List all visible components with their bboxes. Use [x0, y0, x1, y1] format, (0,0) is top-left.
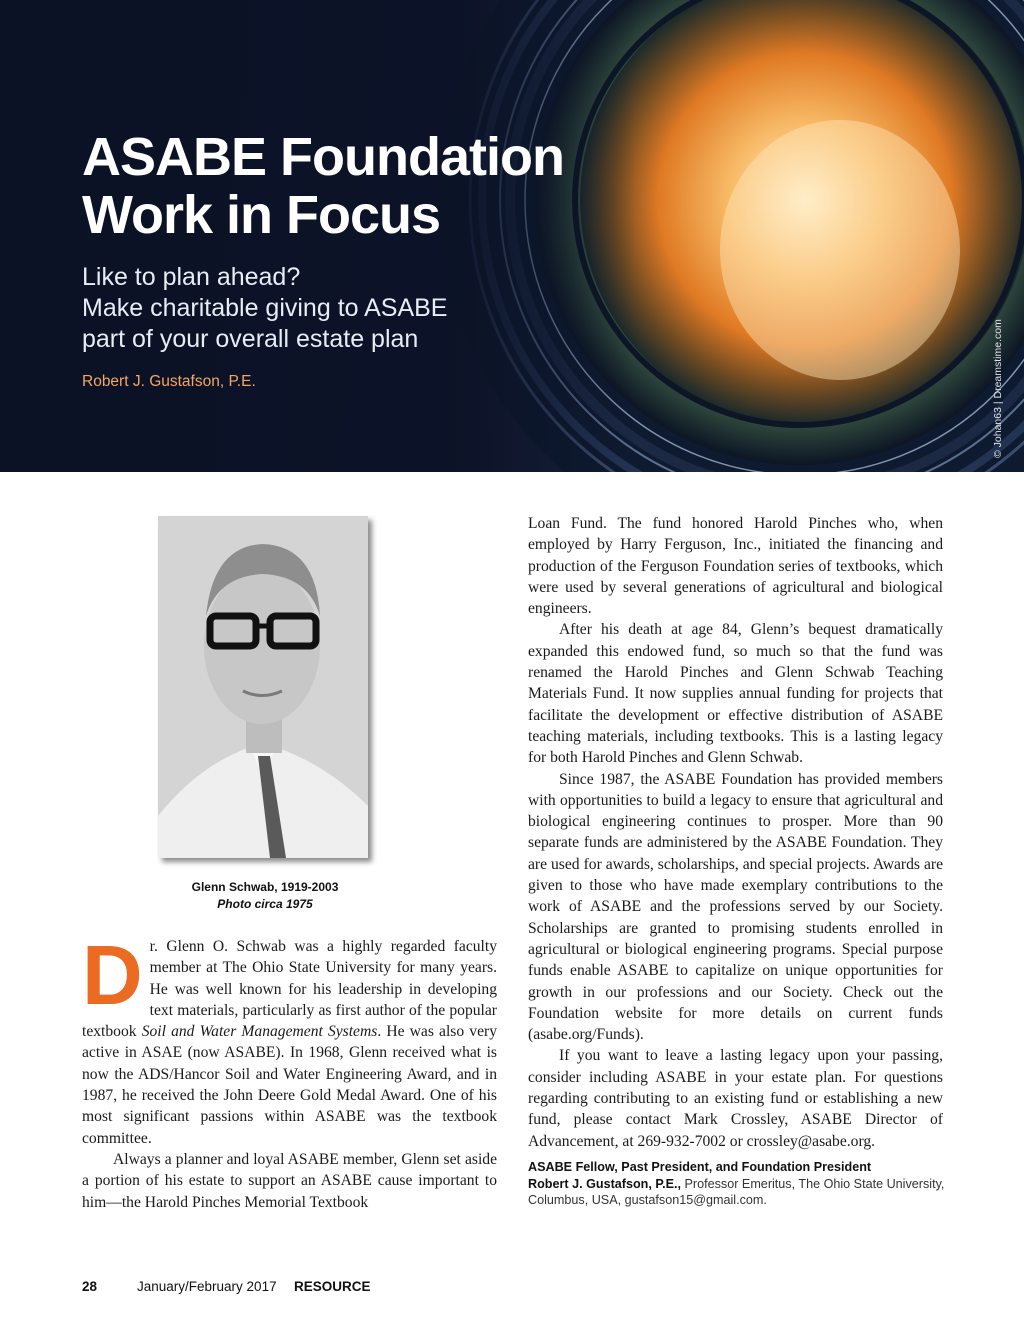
author-affiliation: Professor Emeritus, The Ohio State University, Columbus, USA, gustafson15@gmail.com.	[528, 1176, 945, 1207]
paragraph-4: Since 1987, the ASABE Foundation has provided members with opportunities to build a legacy to ensure that agricultural and biological engineering continues to prosper. More than 90 separate funds are administered by the ASABE Foundation. They are used for awards, scholarships, and special projects. Awards are given to those who have made exemplary contributions to the work of ASABE and the professions served by our Society. Scholarships are granted to promising students enrolled in agricultural or biological engineering programs. Special purpose funds enable ASABE to capitalize on unique opportunities for growth in our professions and our Society. Check out the Foundation website for more details on current funds (asabe.org/Funds).	[528, 770, 943, 1044]
issue-date: January/February 2017	[137, 1279, 277, 1294]
portrait-photo	[158, 516, 368, 858]
title-line-1: ASABE Foundation	[82, 127, 564, 187]
article-column-right	[528, 513, 943, 1152]
page-title	[82, 128, 564, 244]
paragraph-3: After his death at age 84, Glenn’s bequest dramatically expanded this endowed fund, so much so that the fund was renamed the Harold Pinches and Glenn Schwab Teaching Materials Fund. It now supplies annual funding for projects that facilitate the development or effective distribution of ASABE teaching materials, including textbooks. This is a lasting legacy for both Harold Pinches and Glenn Schwab.	[528, 621, 943, 767]
paragraph-1	[82, 928, 497, 1149]
photo-credit: © Johan63 | Dreamstime.com	[992, 319, 1004, 458]
book-title: Soil and Water Management Systems	[141, 1023, 378, 1041]
author-titles: ASABE Fellow, Past President, and Foundation President	[528, 1160, 872, 1174]
byline: Robert J. Gustafson, P.E.	[82, 373, 256, 390]
subtitle	[82, 262, 447, 355]
page-number: 28	[82, 1279, 98, 1294]
photo-caption-name: Glenn Schwab, 1919-2003	[191, 880, 339, 894]
magazine-name: RESOURCE	[294, 1279, 371, 1294]
author-details	[528, 1176, 948, 1209]
paragraph-1-text-b: . He was also very active in ASAE (now ASABE). In 1968, Glenn received what is now the ADS/Hancor Soil and Water Engineering Award, and in 1987, he received the John Deere Gold Medal Award. One of his most significant passions within ASABE was the textbook committee.	[82, 1023, 497, 1147]
title-line-2: Work in Focus	[82, 185, 441, 245]
paragraph-5: If you want to leave a lasting legacy upon your passing, consider including ASABE in your estate plan. For questions regarding contributing to an existing fund or establishing a new fund, please contact Mark Crossley, ASABE Director of Advancement, at 269-932-7002 or crossley@asabe.org.	[528, 1047, 943, 1150]
subtitle-line-3: part of your overall estate plan	[82, 325, 419, 353]
article-column-left	[82, 928, 497, 1213]
hero-banner	[0, 0, 1024, 472]
drop-cap: D	[82, 928, 143, 1022]
author-name: Robert J. Gustafson, P.E.,	[528, 1176, 682, 1191]
subtitle-line-2: Make charitable giving to ASABE	[82, 294, 448, 322]
author-bio	[528, 1159, 948, 1209]
paragraph-1-text-a: r. Glenn O. Schwab was a highly regarded faculty member at The Ohio State University for many years. He was well known for his leadership in developing text materials, particularly as first author of the popular textbook	[82, 938, 497, 1041]
subtitle-line-1: Like to plan ahead?	[82, 263, 301, 291]
photo-caption-date: Photo circa 1975	[217, 897, 313, 911]
portrait-illustration	[158, 516, 368, 858]
paragraph-2-start: Always a planner and loyal ASABE member, Glenn set aside a portion of his estate to support an ASABE cause important to him—the Harold Pinches Memorial Textbook	[82, 1150, 497, 1211]
paragraph-2-end: Loan Fund. The fund honored Harold Pinches who, when employed by Harry Ferguson, Inc., initiated the financing and production of the Ferguson Foundation series of textbooks, which were used by several generations of agricultural and biological engineers.	[528, 515, 943, 618]
